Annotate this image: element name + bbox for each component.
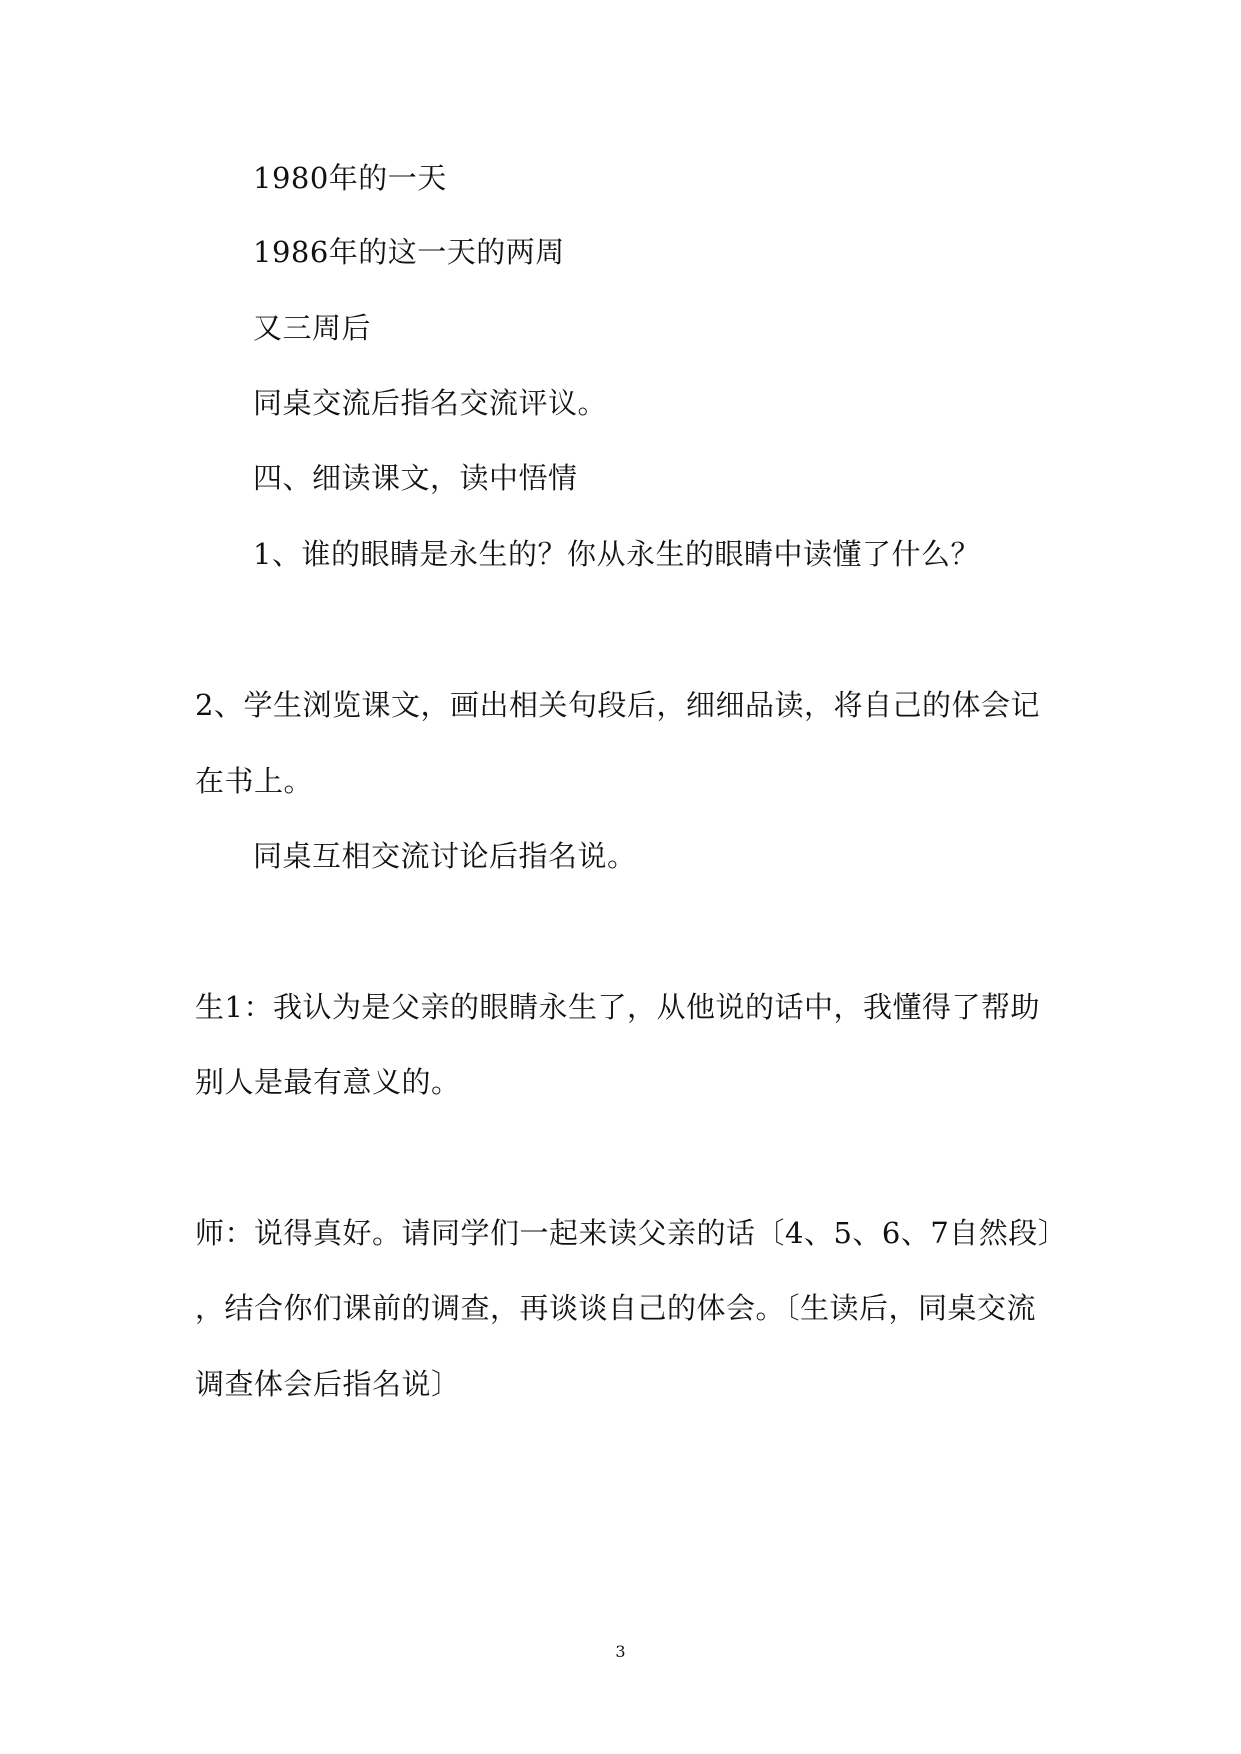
text-line-peer-talk: 同桌互相交流讨论后指名说。 — [253, 839, 637, 873]
text-line-peer-discussion: 同桌交流后指名交流评议。 — [253, 386, 608, 420]
instruction-two-line-1: 2、学生浏览课文，画出相关句段后，细细品读，将自己的体会记 — [195, 688, 1040, 722]
section-heading-four: 四、细读课文，读中悟情 — [253, 461, 578, 495]
text-line-three-weeks: 又三周后 — [253, 311, 372, 345]
instruction-two-line-2: 在书上。 — [195, 764, 314, 798]
teacher-response-line-2: ，结合你们课前的调查，再谈谈自己的体会。〔生读后，同桌交流 — [195, 1291, 1037, 1325]
text-line-date-1986: 1986年的这一天的两周 — [253, 235, 565, 269]
student-response-line-2: 别人是最有意义的。 — [195, 1065, 461, 1099]
text-line-date-1980: 1980年的一天 — [253, 161, 447, 195]
student-response-line-1: 生1：我认为是父亲的眼睛永生了，从他说的话中，我懂得了帮助 — [195, 990, 1040, 1024]
page-number: 3 — [615, 1642, 626, 1661]
teacher-response-line-3: 调查体会后指名说〕 — [195, 1367, 461, 1401]
question-one: 1、谁的眼睛是永生的？你从永生的眼睛中读懂了什么？ — [253, 537, 980, 571]
teacher-response-line-1: 师：说得真好。请同学们一起来读父亲的话〔4、5、6、7自然段〕 — [195, 1216, 1068, 1250]
